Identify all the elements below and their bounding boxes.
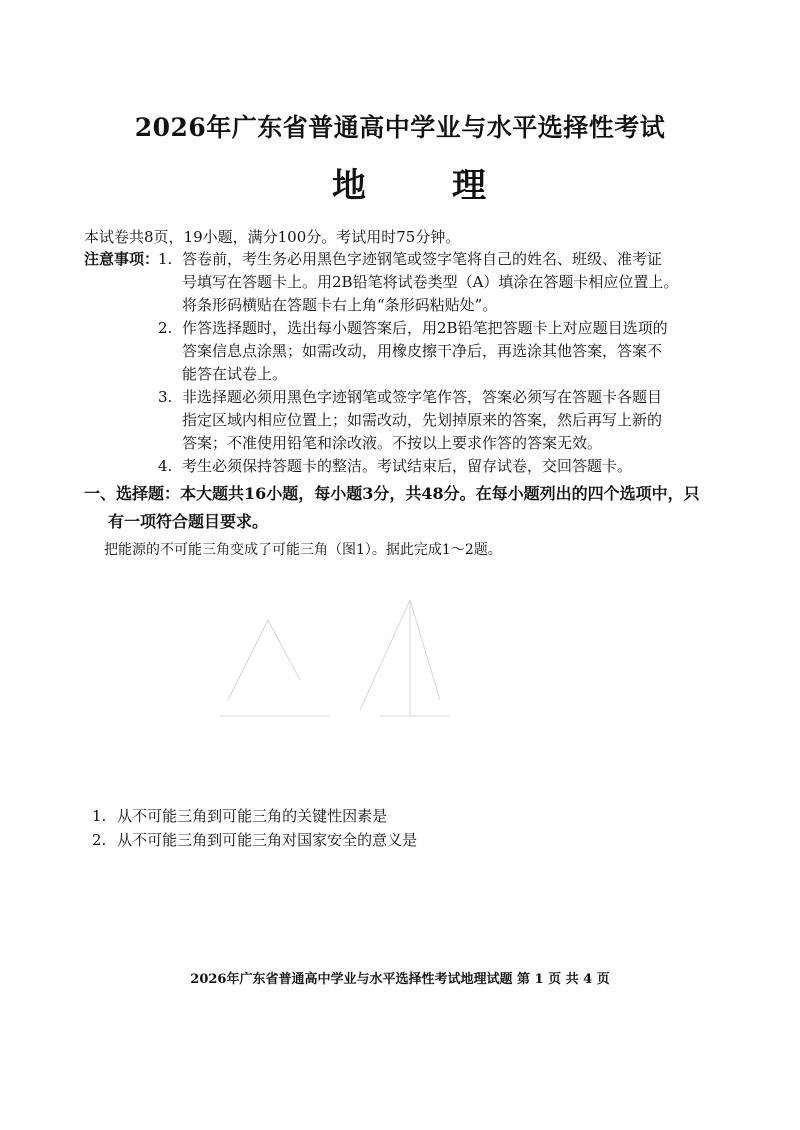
exam-intro: 本试卷共8页，19小题，满分100分。考试用时75分钟。 xyxy=(84,228,461,246)
notice-item-line: 将条形码横贴在答题卡右上角“条形码粘贴处”。 xyxy=(182,296,498,314)
triangle-figure xyxy=(200,590,480,730)
section-heading-continued: 有一项符合题目要求。 xyxy=(108,512,269,531)
notice-item-line: 答案信息点涂黑；如需改动，用橡皮擦干净后，再选涂其他答案，答案不 xyxy=(182,342,663,360)
section-heading: 一、选择题：本大题共16小题，每小题3分，共48分。在每小题列出的四个选项中，只 xyxy=(84,484,700,503)
notice-item-line: 作答选择题时，选出每小题答案后，用2B铅笔把答题卡上对应题目选项的 xyxy=(182,319,668,337)
figure-right-triangle-right-edge xyxy=(410,600,440,700)
notice-item-line: 号填写在答题卡上。用2B铅笔将试卷类型（A）填涂在答题卡相应位置上。 xyxy=(182,273,679,291)
notice-item-number: 3. xyxy=(158,388,173,406)
figure-right-triangle-left-edge xyxy=(360,600,410,710)
notice-item-line: 指定区域内相应位置上；如需改动，先划掉原来的答案，然后再写上新的 xyxy=(182,411,663,429)
question-1 xyxy=(92,806,387,826)
question-number: 1. xyxy=(92,807,107,825)
figure-left-triangle-left-edge xyxy=(228,620,268,700)
exam-title: 2026年广东省普通高中学业与水平选择性考试 xyxy=(134,113,666,142)
notice-item-number: 1. xyxy=(158,250,173,268)
notice-item-number: 2. xyxy=(158,319,173,337)
question-number: 2. xyxy=(92,831,107,849)
question-text: 从不可能三角到可能三角的关键性因素是 xyxy=(117,807,388,825)
figure-left-triangle-right-edge xyxy=(268,620,300,680)
notice-item-line: 答卷前，考生务必用黑色字迹钢笔或签字笔将自己的姓名、班级、准考证 xyxy=(182,250,663,268)
notice-label: 注意事项： xyxy=(84,250,160,268)
question-2 xyxy=(92,830,417,850)
notice-item-line: 非选择题必须用黑色字迹钢笔或签字笔作答，答案必须写在答题卡各题目 xyxy=(182,388,663,406)
question-text: 从不可能三角到可能三角对国家安全的意义是 xyxy=(117,831,418,849)
notice-item-line: 考生必须保持答题卡的整洁。考试结束后，留存试卷，交回答题卡。 xyxy=(182,457,633,475)
notice-item-number: 4. xyxy=(158,457,173,475)
page-footer: 2026年广东省普通高中学业与水平选择性考试地理试题 第 1 页 共 4 页 xyxy=(190,972,610,987)
subject-title: 地 理 xyxy=(332,166,512,206)
notice-item-line: 答案；不准使用铅笔和涂改液。不按以上要求作答的答案无效。 xyxy=(182,434,603,452)
notice-item-line: 能答在试卷上。 xyxy=(182,365,288,383)
material-text: 把能源的不可能三角变成了可能三角（图1）。据此完成1～2题。 xyxy=(104,542,502,558)
